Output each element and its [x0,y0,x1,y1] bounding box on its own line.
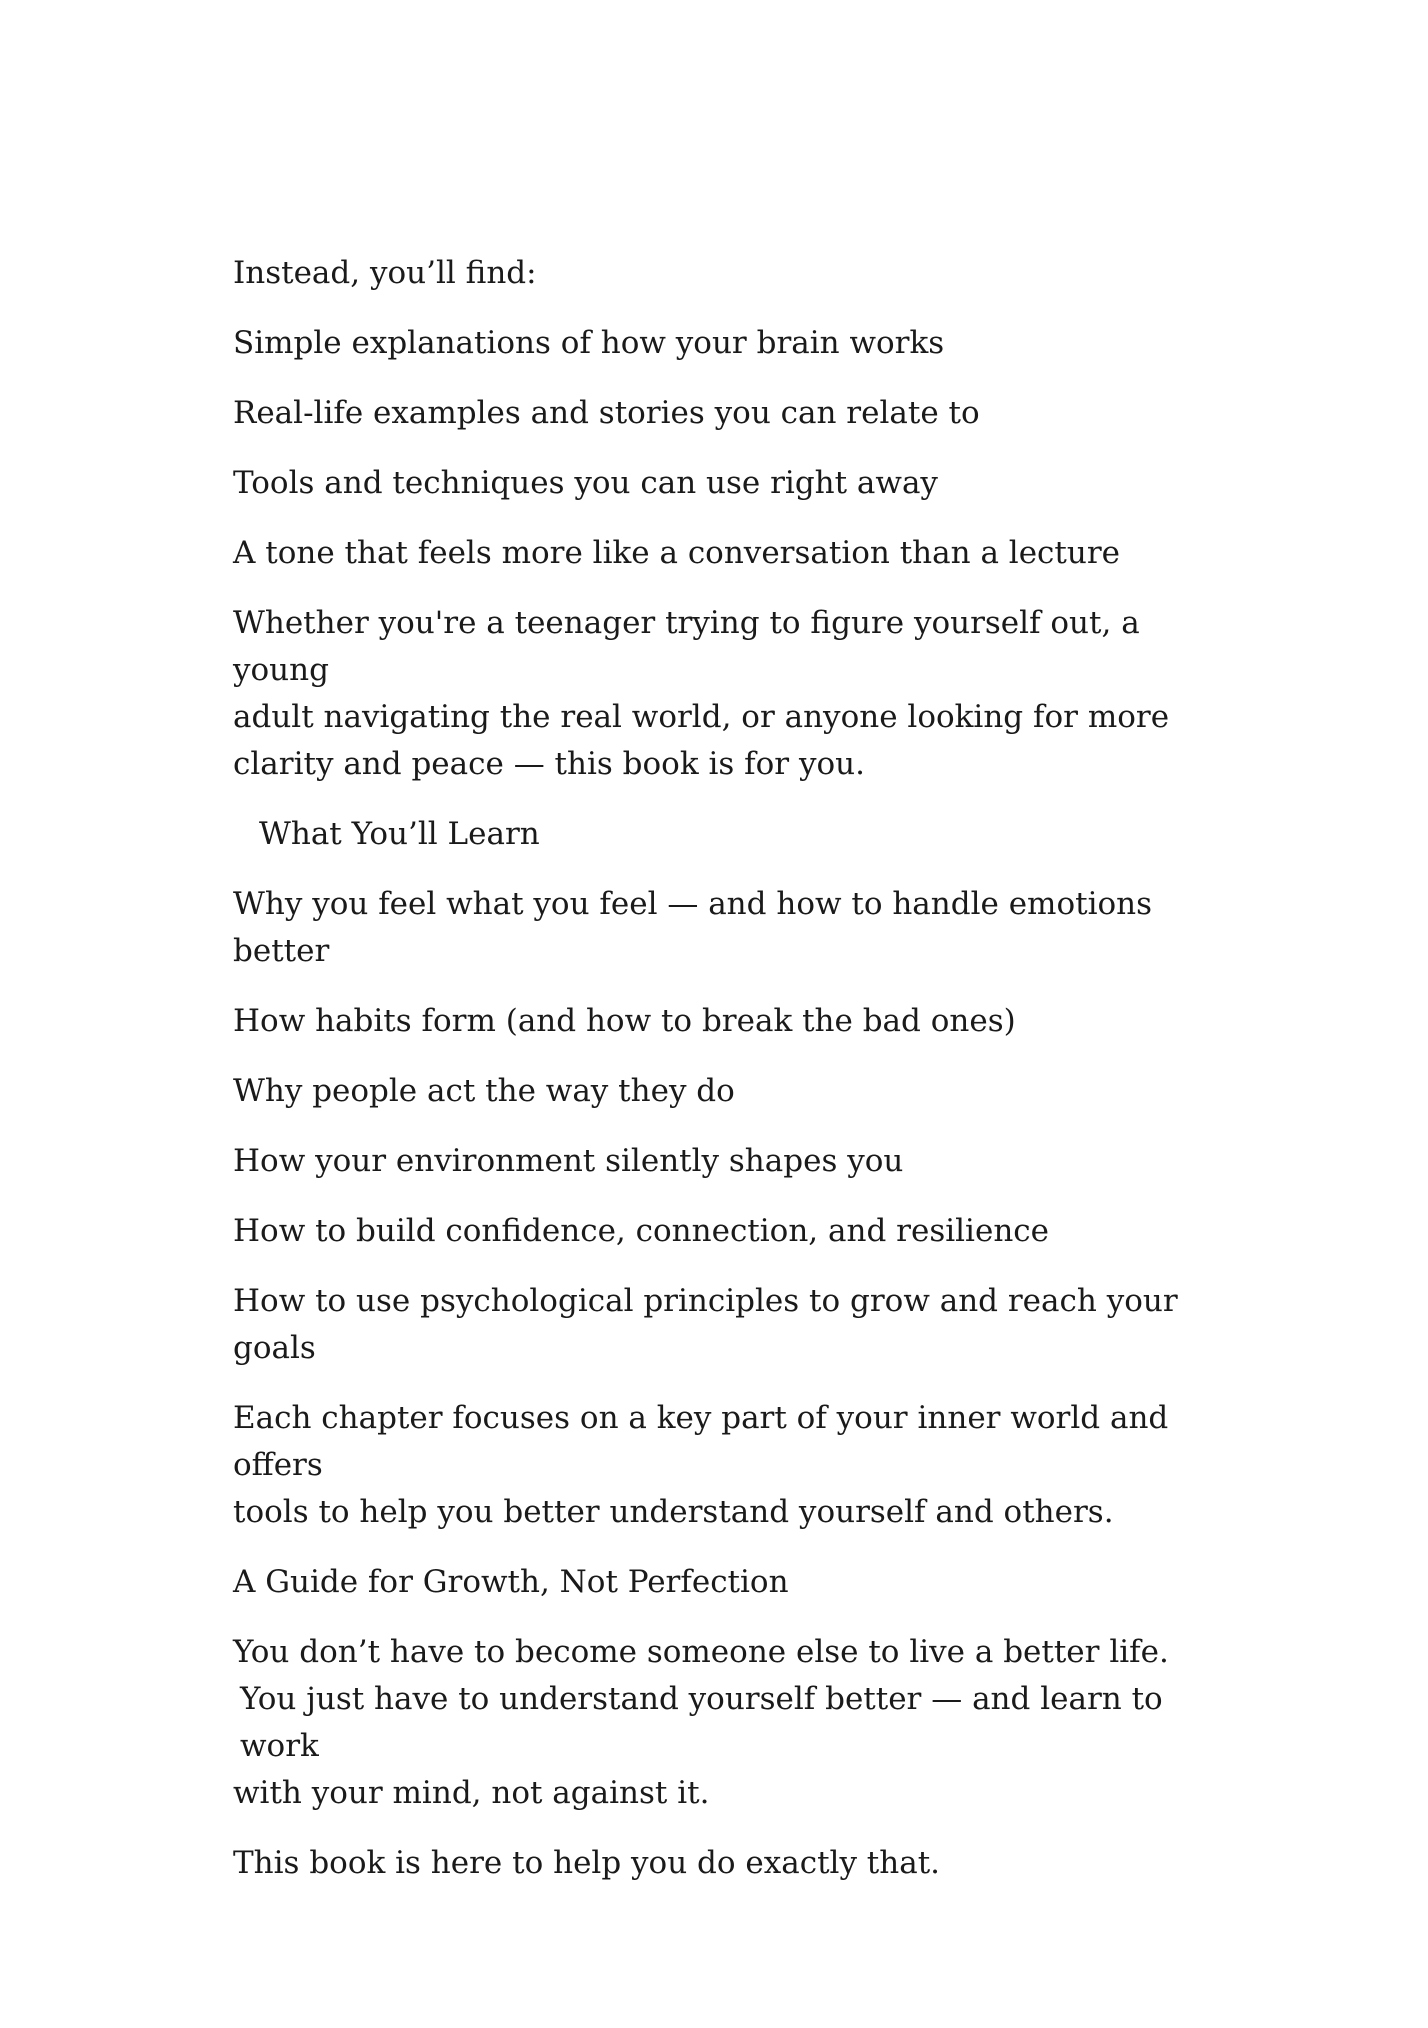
page-body [233,250,1233,1910]
learn-item: How habits form (and how to break the bad ones) [233,1003,1016,1039]
growth-line: You don’t have to become someone else to live a better life. [233,1634,1169,1670]
learn-item: How to build confidence, connection, and resilience [233,1213,1049,1249]
learn-item: How your environment silently shapes you [233,1143,904,1179]
growth-line: with your mind, not against it. [233,1775,710,1811]
audience-line: clarity and peace — this book is for you. [233,746,865,782]
chapter-line: tools to help you better understand yourself and others. [233,1494,1114,1530]
closing-line: This book is here to help you do exactly that. [233,1845,941,1881]
intro-heading: Instead, you’ll find: [233,255,537,291]
learn-heading: What You’ll Learn [259,816,540,852]
audience-paragraph [233,600,1233,788]
find-item: A tone that feels more like a conversation than a lecture [233,535,1120,571]
find-item: Tools and techniques you can use right away [233,465,938,501]
growth-heading: A Guide for Growth, Not Perfection [233,1564,789,1600]
learn-item: How to use psychological principles to grow and reach your goals [233,1283,1178,1366]
audience-line: adult navigating the real world, or anyone looking for more [233,699,1170,735]
audience-line: Whether you're a teenager trying to figure yourself out, a young [233,605,1140,688]
learn-item: Why people act the way they do [233,1073,735,1109]
chapter-paragraph [233,1395,1233,1536]
growth-paragraph [233,1629,1233,1817]
learn-item: Why you feel what you feel — and how to handle emotions better [233,886,1153,969]
growth-line: You just have to understand yourself better — and learn to work [240,1681,1163,1764]
chapter-line: Each chapter focuses on a key part of your inner world and offers [233,1400,1169,1483]
find-item: Real-life examples and stories you can relate to [233,395,980,431]
find-item: Simple explanations of how your brain works [233,325,945,361]
